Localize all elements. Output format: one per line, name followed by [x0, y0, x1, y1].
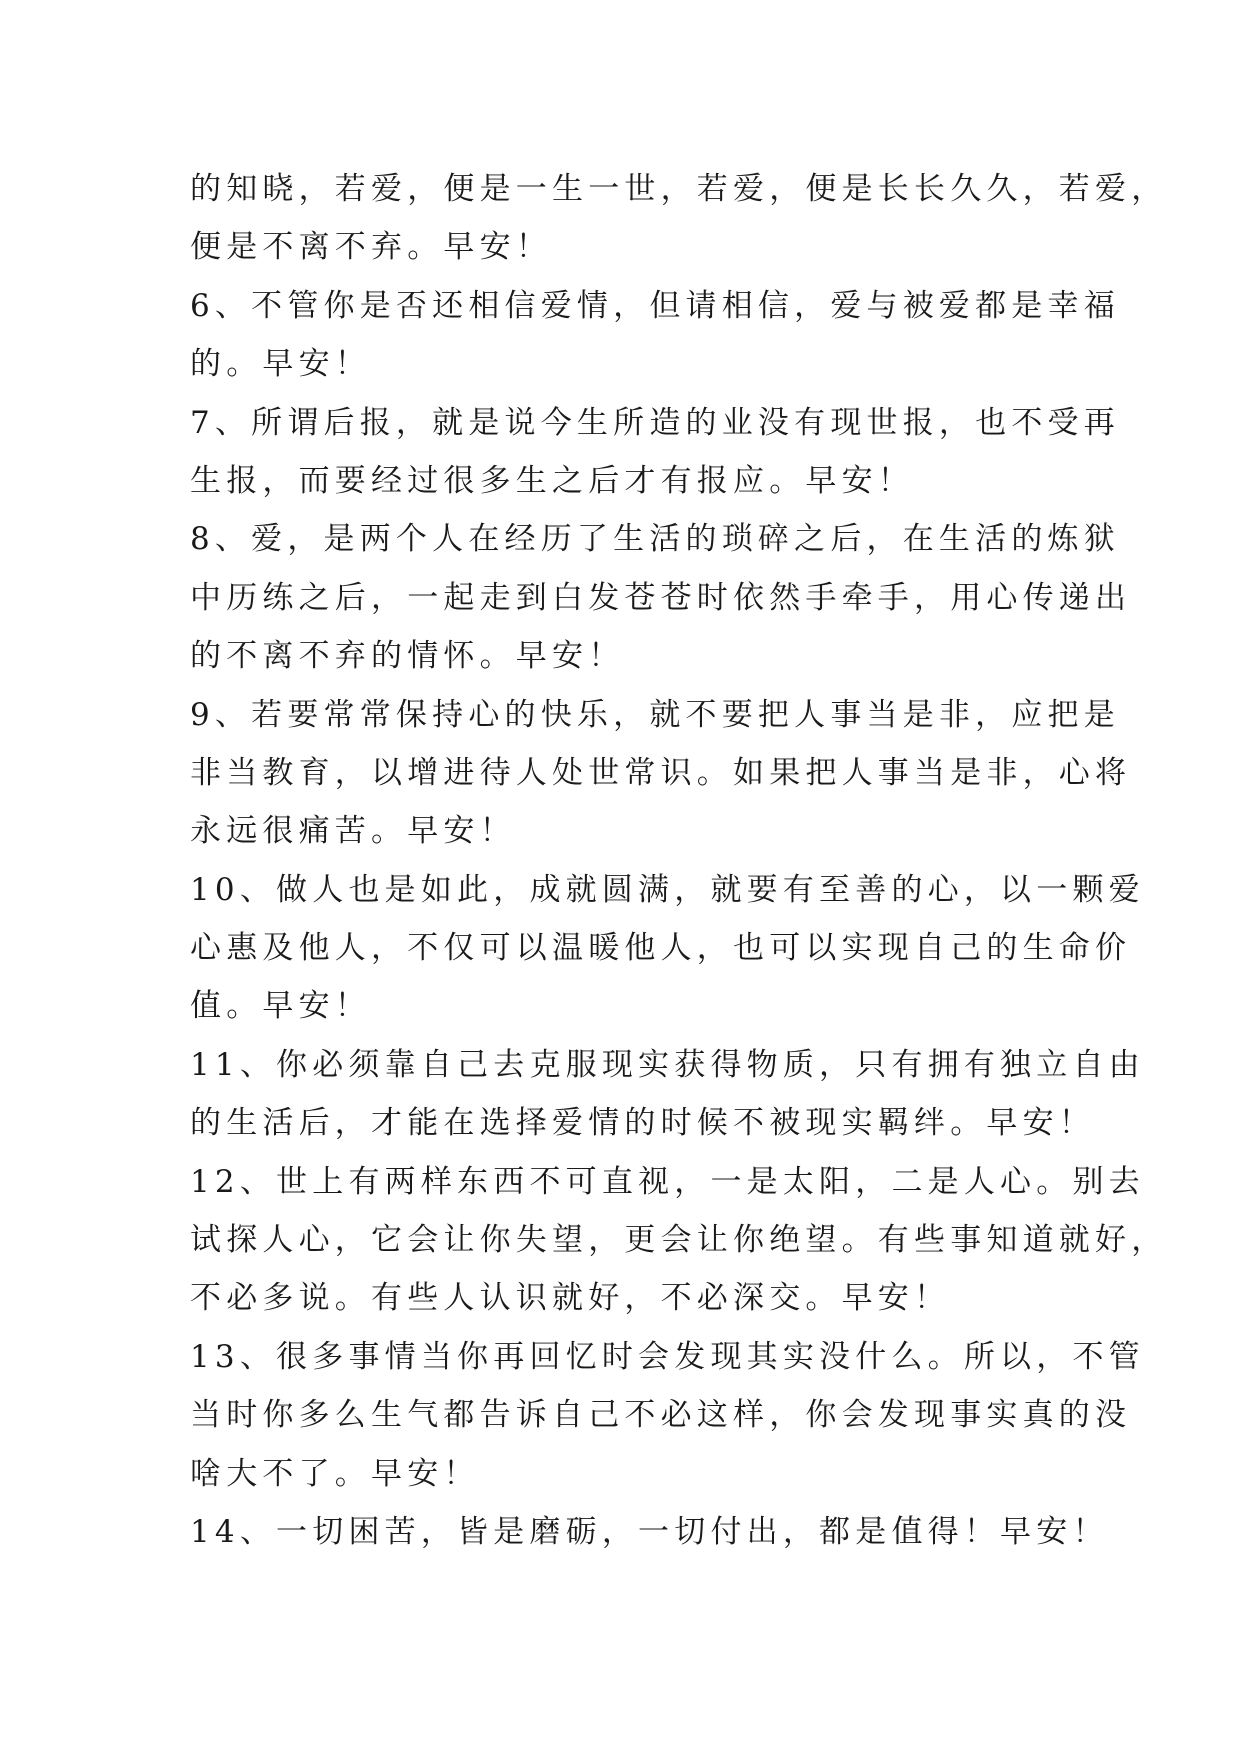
- text-line: 14、一切困苦，皆是磨砺，一切付出，都是值得！早安！: [190, 1513, 1109, 1550]
- text-line: 非当教育，以增进待人处世常识。如果把人事当是非，心将: [190, 754, 1132, 791]
- text-line: 试探人心，它会让你失望，更会让你绝望。有些事知道就好，: [190, 1222, 1168, 1259]
- text-line: 8、爱，是两个人在经历了生活的琐碎之后，在生活的炼狱: [190, 521, 1120, 558]
- text-line: 心惠及他人，不仅可以温暖他人，也可以实现自己的生命价: [190, 930, 1132, 967]
- text-line: 的不离不弃的情怀。早安！: [190, 638, 625, 675]
- text-line: 6、不管你是否还相信爱情，但请相信，爱与被爱都是幸福: [190, 287, 1120, 324]
- text-line: 的生活后，才能在选择爱情的时候不被现实羁绊。早安！: [190, 1105, 1095, 1142]
- text-line: 的。早安！: [190, 346, 371, 383]
- text-line: 11、你必须靠自己去克服现实获得物质，只有拥有独立自由: [190, 1046, 1145, 1083]
- text-line: 10、做人也是如此，成就圆满，就要有至善的心，以一颗爱: [190, 871, 1145, 908]
- text-line: 永远很痛苦。早安！: [190, 813, 516, 850]
- text-line: 不必多说。有些人认识就好，不必深交。早安！: [190, 1280, 951, 1317]
- text-line: 13、很多事情当你再回忆时会发现其实没什么。所以，不管: [190, 1338, 1145, 1375]
- body-text: [190, 160, 1168, 1561]
- text-line: 当时你多么生气都告诉自己不必这样，你会发现事实真的没: [190, 1397, 1132, 1434]
- text-line: 的知晓，若爱，便是一生一世，若爱，便是长长久久，若爱，: [190, 171, 1168, 207]
- text-line: 12、世上有两样东西不可直视，一是太阳，二是人心。别去: [190, 1163, 1145, 1200]
- text-line: 生报，而要经过很多生之后才有报应。早安！: [190, 462, 914, 499]
- text-line: 便是不离不弃。早安！: [190, 229, 552, 266]
- text-line: 值。早安！: [190, 988, 371, 1025]
- text-line: 中历练之后，一起走到白发苍苍时依然手牵手，用心传递出: [190, 579, 1132, 616]
- text-line: 9、若要常常保持心的快乐，就不要把人事当是非，应把是: [190, 696, 1120, 733]
- text-line: 7、所谓后报，就是说今生所造的业没有现世报，也不受再: [190, 404, 1120, 441]
- text-line: 啥大不了。早安！: [190, 1455, 480, 1492]
